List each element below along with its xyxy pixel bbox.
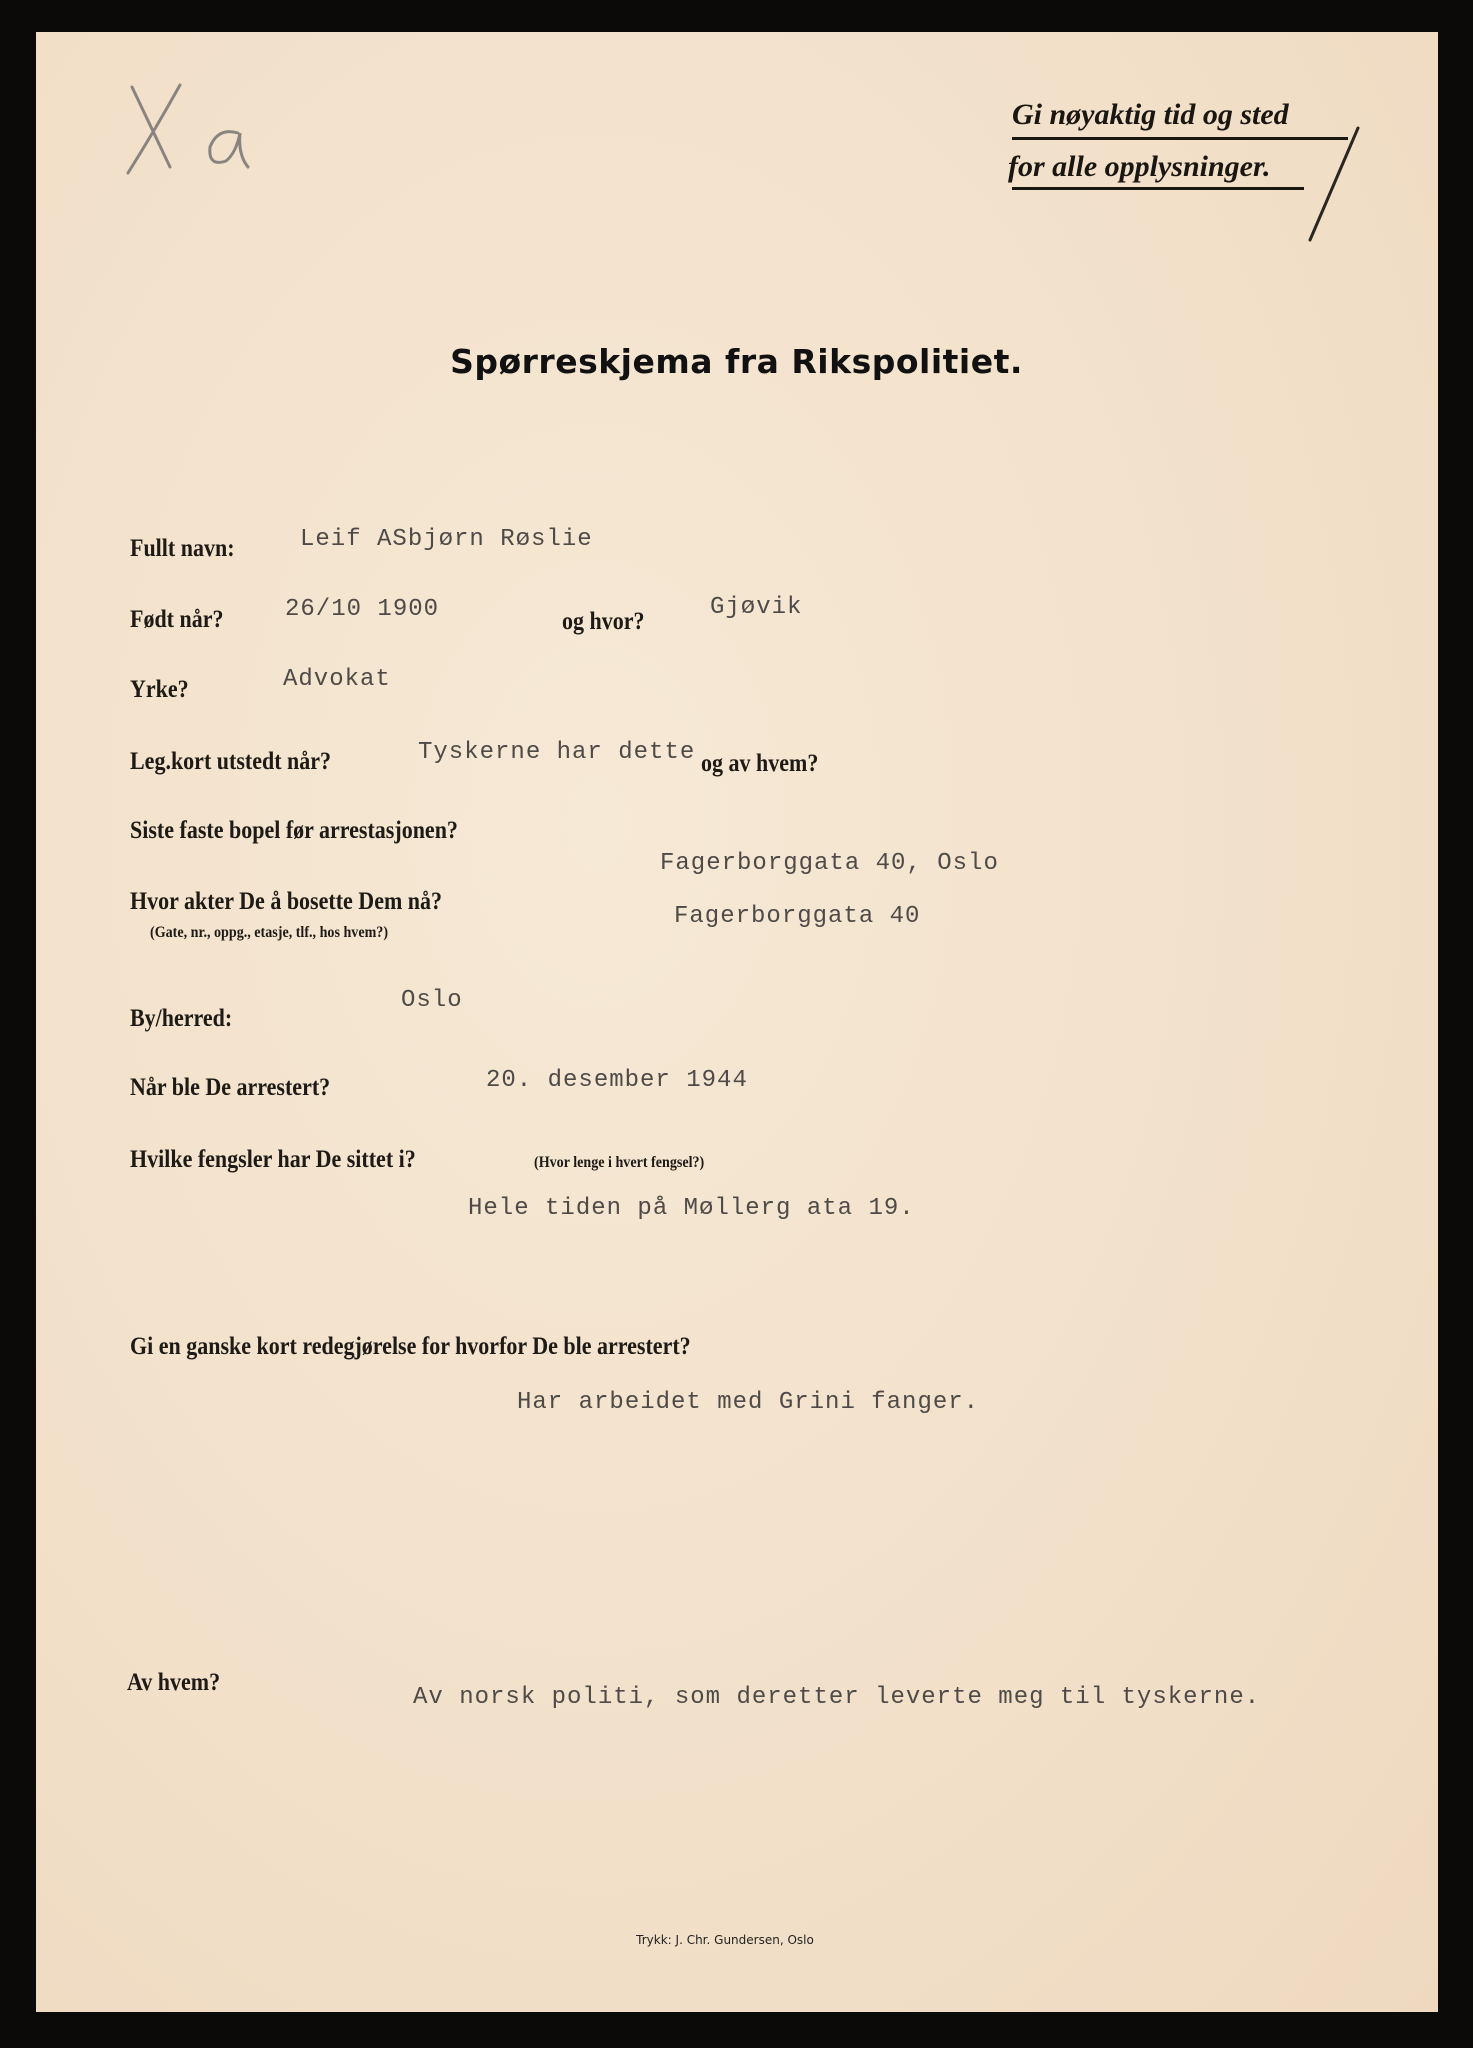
full-name-value: Leif ASbjørn Røslie [300, 526, 593, 553]
last-residence-label: Siste faste bopel før arrestasjonen? [130, 817, 458, 844]
last-residence-value: Fagerborggata 40, Oslo [660, 850, 999, 877]
reason-value: Har arbeidet med Grini fanger. [517, 1389, 980, 1416]
id-card-by-label: og av hvem? [701, 750, 819, 777]
born-where-value: Gjøvik [710, 594, 803, 621]
printer-footer: Trykk: J. Chr. Gundersen, Oslo [636, 1933, 814, 1947]
reason-label: Gi en ganske kort redegjørelse for hvorfor De ble arrestert? [130, 1333, 691, 1360]
prisons-hint: (Hvor lenge i hvert fengsel?) [534, 1154, 705, 1171]
id-card-when-label: Leg.kort utstedt når? [130, 748, 332, 775]
notice-line-2: for alle opplysninger. [1008, 150, 1271, 183]
occupation-value: Advokat [283, 666, 391, 693]
occupation-label: Yrke? [130, 676, 189, 703]
notice-underline-1 [1012, 137, 1348, 140]
intended-residence-hint: (Gate, nr., oppg., etasje, tlf., hos hvem?) [150, 924, 389, 941]
notice-underline-2 [1012, 187, 1304, 190]
intended-residence-label: Hvor akter De å bosette Dem nå? [130, 888, 443, 915]
arrested-by-label: Av hvem? [127, 1669, 221, 1696]
intended-residence-value: Fagerborggata 40 [674, 903, 921, 930]
arrested-by-value: Av norsk politi, som deretter leverte meg til tyskerne. [413, 1684, 1261, 1711]
document-page [36, 32, 1438, 2012]
full-name-label: Fullt navn: [130, 535, 235, 562]
born-when-label: Født når? [130, 606, 224, 633]
prisons-label: Hvilke fengsler har De sittet i? [130, 1146, 416, 1173]
municipality-value: Oslo [401, 987, 463, 1014]
pencil-slash-mark [1300, 120, 1370, 250]
notice-line-1: Gi nøyaktig tid og sted [1012, 98, 1289, 131]
municipality-label: By/herred: [130, 1005, 233, 1032]
handwritten-xa-mark [110, 75, 280, 185]
prisons-value: Hele tiden på Møllerg ata 19. [468, 1195, 915, 1222]
id-card-when-value: Tyskerne har dette [418, 739, 696, 766]
born-where-label: og hvor? [562, 608, 645, 635]
arrested-when-label: Når ble De arrestert? [130, 1074, 331, 1101]
arrested-when-value: 20. desember 1944 [486, 1067, 748, 1094]
born-when-value: 26/10 1900 [285, 596, 440, 623]
page-title: Spørreskjema fra Rikspolitiet. [450, 342, 1023, 381]
